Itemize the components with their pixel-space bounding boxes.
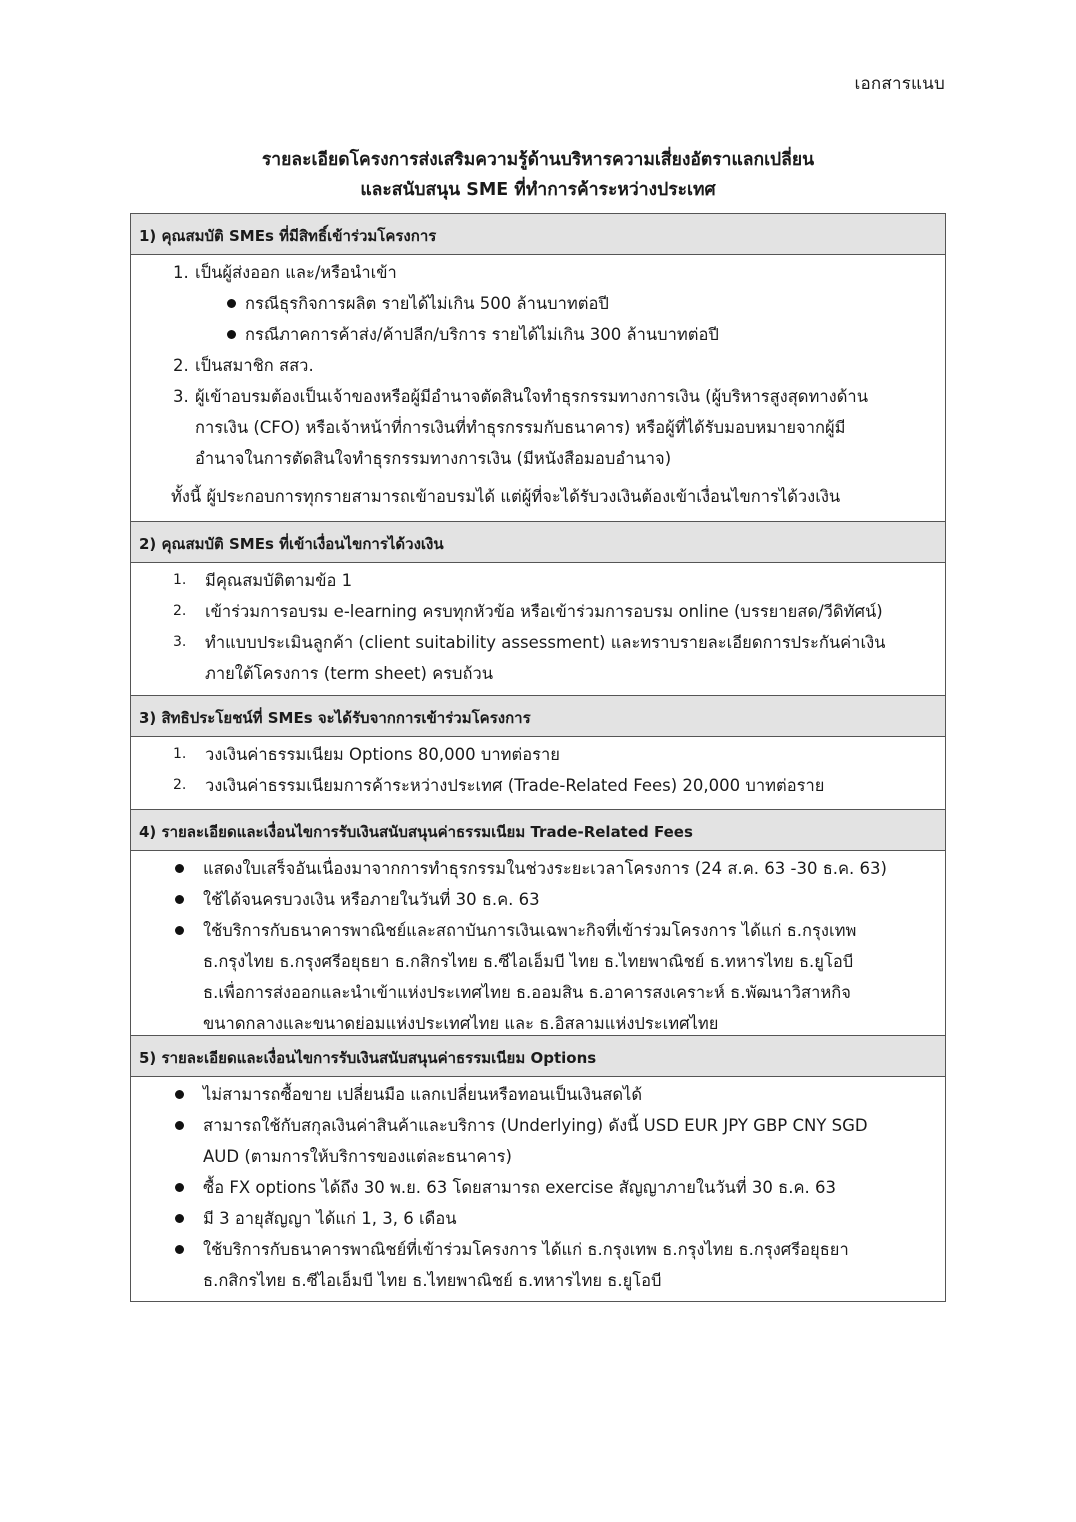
- details-table: [130, 213, 946, 1302]
- list-item: ใช้บริการกับธนาคารพาณิชย์ที่เข้าร่วมโครงการ ได้แก่ ธ.กรุงเทพ ธ.กรุงไทย ธ.กรุงศรีอยุธยา ธ.กสิกรไทย ธ.ซีไอเอ็มบี ไทย ธ.ไทยพาณิชย์ ธ.ทหารไทย ธ.ยูโอบี: [175, 1234, 849, 1296]
- list-item: 2. เป็นสมาชิก สสว.: [173, 350, 314, 381]
- section-4-body: [131, 851, 945, 1036]
- bullet-icon: [175, 864, 184, 873]
- item-number: 1.: [173, 263, 189, 282]
- section-2-body: [131, 563, 945, 696]
- bullet-icon: [175, 895, 184, 904]
- list-item: มี 3 อายุสัญญา ได้แก่ 1, 3, 6 เดือน: [175, 1203, 457, 1234]
- item-number: 2.: [173, 356, 189, 375]
- list-item: 2. เข้าร่วมการอบรม e-learning ครบทุกหัวข้อ หรือเข้าร่วมการอบรม online (บรรยายสด/วีดิทัศน์): [173, 596, 883, 627]
- list-item: สามารถใช้กับสกุลเงินค่าสินค้าและบริการ (Underlying) ดังนี้ USD EUR JPY GBP CNY SGD AUD (ตามการให้บริการของแต่ละธนาคาร): [175, 1110, 868, 1172]
- bullet-icon: [175, 1183, 184, 1192]
- item-number: 3.: [173, 634, 187, 650]
- title-line-2: และสนับสนุน SME ที่ทำการค้าระหว่างประเทศ: [360, 180, 716, 200]
- bullet-icon: [175, 1214, 184, 1223]
- section-3-heading: 3) สิทธิประโยชน์ที่ SMEs จะได้รับจากการเข้าร่วมโครงการ: [131, 696, 945, 737]
- bullet-icon: [227, 330, 236, 339]
- section-5-body: [131, 1077, 945, 1301]
- section-2-heading: 2) คุณสมบัติ SMEs ที่เข้าเงื่อนไขการได้วงเงิน: [131, 522, 945, 563]
- item-number: 2.: [173, 603, 187, 619]
- bullet-icon: [175, 1090, 184, 1099]
- document-title: [130, 145, 946, 205]
- list-item: 3. ทำแบบประเมินลูกค้า (client suitability assessment) และทราบรายละเอียดการประกันค่าเงิน ภายใต้โครงการ (term sheet) ครบถ้วน: [173, 627, 885, 689]
- item-number: 1.: [173, 746, 187, 762]
- bullet-icon: [175, 1245, 184, 1254]
- section-1-heading: 1) คุณสมบัติ SMEs ที่มีสิทธิ์เข้าร่วมโครงการ: [131, 214, 945, 255]
- section-note: ทั้งนี้ ผู้ประกอบการทุกรายสามารถเข้าอบรมได้ แต่ผู้ที่จะได้รับวงเงินต้องเข้าเงื่อนไขการได้วงเงิน: [171, 487, 841, 506]
- item-number: 2.: [173, 777, 187, 793]
- list-item: ใช้บริการกับธนาคารพาณิชย์และสถาบันการเงินเฉพาะกิจที่เข้าร่วมโครงการ ได้แก่ ธ.กรุงเทพ ธ.กรุงไทย ธ.กรุงศรีอยุธยา ธ.กสิกรไทย ธ.ซีไอเอ็มบี ไทย ธ.ไทยพาณิชย์ ธ.ทหารไทย ธ.ยูโอบี ธ.เพื่อการส่งออกและนำเข้าแห่งประเทศไทย ธ.ออมสิน ธ.อาคารสงเคราะห์ ธ.พัฒนาวิสาหกิจ ขนาดกลางและขนาดย่อมแห่งประเทศไทย และ ธ.อิสลามแห่งประเทศไทย: [175, 915, 856, 1039]
- title-line-1: รายละเอียดโครงการส่งเสริมความรู้ด้านบริหารความเสี่ยงอัตราแลกเปลี่ยน: [261, 150, 815, 170]
- item-number: 3.: [173, 387, 189, 406]
- list-item: กรณีธุรกิจการผลิต รายได้ไม่เกิน 500 ล้านบาทต่อปี: [227, 288, 609, 319]
- list-item: แสดงใบเสร็จอันเนื่องมาจากการทำธุรกรรมในช่วงระยะเวลาโครงการ (24 ส.ค. 63 -30 ธ.ค. 63): [175, 853, 887, 884]
- list-item: ใช้ได้จนครบวงเงิน หรือภายในวันที่ 30 ธ.ค. 63: [175, 884, 540, 915]
- list-item: 2. วงเงินค่าธรรมเนียมการค้าระหว่างประเทศ (Trade-Related Fees) 20,000 บาทต่อราย: [173, 770, 824, 801]
- list-item: กรณีภาคการค้าส่ง/ค้าปลีก/บริการ รายได้ไม่เกิน 300 ล้านบาทต่อปี: [227, 319, 719, 350]
- item-number: 1.: [173, 572, 187, 588]
- bullet-icon: [227, 299, 236, 308]
- bullet-icon: [175, 1121, 184, 1130]
- section-3-body: [131, 737, 945, 810]
- section-4-heading: 4) รายละเอียดและเงื่อนไขการรับเงินสนับสนุนค่าธรรมเนียม Trade-Related Fees: [131, 810, 945, 851]
- list-item: 1. วงเงินค่าธรรมเนียม Options 80,000 บาทต่อราย: [173, 739, 560, 770]
- list-item: 1. เป็นผู้ส่งออก และ/หรือนำเข้า: [173, 257, 397, 288]
- bullet-icon: [175, 926, 184, 935]
- list-item: ซื้อ FX options ได้ถึง 30 พ.ย. 63 โดยสามารถ exercise สัญญาภายในวันที่ 30 ธ.ค. 63: [175, 1172, 836, 1203]
- attachment-label: เอกสารแนบ: [854, 74, 945, 94]
- section-5-heading: 5) รายละเอียดและเงื่อนไขการรับเงินสนับสนุนค่าธรรมเนียม Options: [131, 1036, 945, 1077]
- list-item: 1. มีคุณสมบัติตามข้อ 1: [173, 565, 352, 596]
- list-item: ไม่สามารถซื้อขาย เปลี่ยนมือ แลกเปลี่ยนหรือทอนเป็นเงินสดได้: [175, 1079, 642, 1110]
- section-1-body: [131, 255, 945, 522]
- list-item: 3. ผู้เข้าอบรมต้องเป็นเจ้าของหรือผู้มีอำนาจตัดสินใจทำธุรกรรมทางการเงิน (ผู้บริหารสูงสุดทางด้าน การเงิน (CFO) หรือเจ้าหน้าที่การเงินที่ทำธุรกรรมกับธนาคาร) หรือผู้ที่ได้รับมอบหมายจากผู้มี อำนาจในการตัดสินใจทำธุรกรรมทางการเงิน (มีหนังสือมอบอำนาจ): [173, 381, 943, 474]
